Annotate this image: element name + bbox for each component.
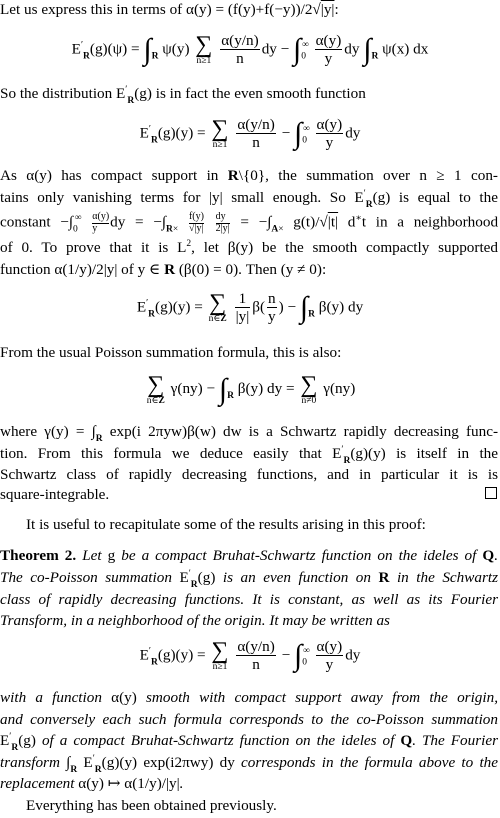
theorem-line-9: replacement α(y) ↦ α(1/y)/|y|. — [0, 775, 184, 792]
text-line-12: square-integrable. — [0, 486, 110, 503]
theorem-line-4: Transform, in a neighborhood of the origin. It may be written as — [0, 612, 390, 629]
theorem-line-2: The co-Poisson summation $E'_R(g)$ is an even function on R in the Schwartz — [0, 569, 499, 590]
text-line-last: Everything has been obtained previously. — [26, 797, 277, 814]
theorem-line-3: class of rapidly decreasing functions. It is constant, as well as its Fourier — [0, 591, 498, 608]
theorem-line-8: transform $\int_R$ $E'_R(g)(y)$ exp(i2πwy) dy corresponds in the formula above to the — [0, 754, 498, 775]
text-line-11: Schwartz class of rapidly decreasing functions, and in particular it is is — [0, 466, 498, 483]
text-line-4: tains only vanishing terms for |y| small enough. So $E'_R(g)$ is equal to the — [0, 189, 498, 210]
theorem-line-6: and conversely each such formula corresponds to the co-Poisson summation — [0, 711, 498, 728]
theorem-line-7: $E'_R(g)$ of a compact Bruhat-Schwartz function on the ideles of Q. The Fourier — [0, 732, 498, 753]
text-line-9: where $\gamma(y) = \int_R$ exp(i 2πyw)β(w) dw is a Schwartz rapidly decreasing func- — [0, 423, 498, 444]
text-line-3: As α(y) has compact support in R\{0}, the summation over n ≥ 1 con- — [0, 167, 498, 184]
equation-3: $E'_R(g)(y)$ = ∑ n∈Z $\frac{1}{|y|}$ β( $\frac{n}{y}$ ) − $\int_R$ β(y) dy — [136, 290, 364, 326]
text-line-1: Let us express this in terms of α(y) = (f(y)+f(−y))/2√|y|: — [0, 1, 339, 18]
text-line-2: So the distribution $E'_R(g)$ is in fact the even smooth function — [0, 85, 366, 106]
equation-5: $E'_R(g)(y)$ = ∑ n≥1 $\frac{\alpha(y/n)}{n}$ − $\int_0^\infty$ $\frac{\alpha(y)}{y}$ dy — [139, 638, 361, 674]
text-line-10: tion. From this formula we deduce easily that $E'_R(g)(y)$ is itself in the — [0, 445, 498, 466]
theorem-label: Theorem 2. — [0, 547, 77, 564]
text-line-6: of 0. To prove that it is $L^2$, let β(y) be the smooth compactly supported — [0, 239, 498, 256]
equation-2: $E'_R(g)(y)$ = ∑ n≥1 $\frac{\alpha(y/n)}{n}$ − $\int_0^\infty$ $\frac{\alpha(y)}{y}$ dy — [139, 116, 361, 152]
theorem-line-1: Theorem 2. Let g be a compact Bruhat-Schwartz function on the ideles of Q. — [0, 547, 499, 564]
text-line-13: It is useful to recapitulate some of the results arising in this proof: — [26, 516, 426, 533]
text-line-8: From the usual Poisson summation formula, this is also: — [0, 344, 342, 361]
text-line-5: constant $-\int_0^\infty$ $\frac{\alpha(y)}{y}$ dy = $-\int_{R\times}$ $\frac{f(y)}{√|y|}$ $\frac{dy}{2|y|}$ = $-\int_{A\times}$ g(t)/√|t| d∗t in a neighborhood — [0, 211, 499, 235]
qed-box — [485, 487, 497, 499]
equation-1: $E'_R(g)(\psi) = \int_R$ ψ(y) ∑ n≥1 $\frac{\alpha(y/n)}{n}$ dy − $\int_0^\infty$ $\frac{\alpha(y)}{y}$ dy $\int_R$ ψ(x) dx — [71, 32, 429, 68]
theorem-line-5: with a function α(y) smooth with compact support away from the origin, — [0, 689, 499, 706]
text-line-7: function α(1/y)/2|y| of y ∈ R (β(0) = 0). Then (y ≠ 0): — [0, 261, 327, 278]
equation-4: ∑ n∈Z $\gamma(ny) - \int_R$ β(y) dy = ∑ n≠0 γ(ny) — [146, 372, 356, 406]
